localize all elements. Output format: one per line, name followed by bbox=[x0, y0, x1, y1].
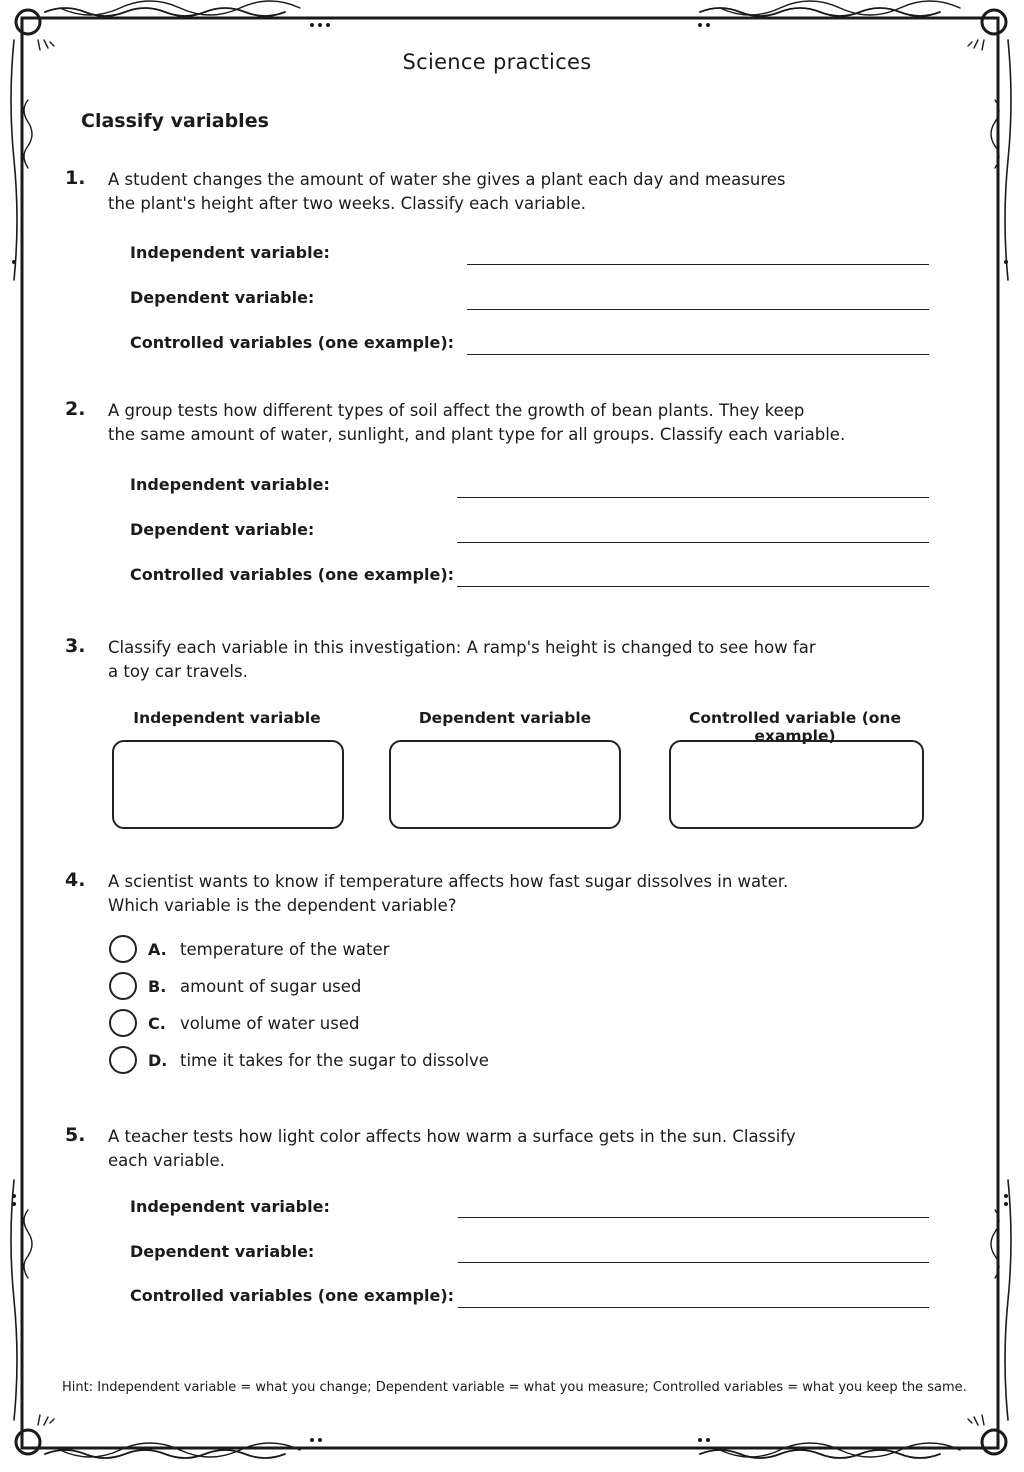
q4-option-d-letter: D. bbox=[148, 1051, 168, 1070]
question-1-number: 1. bbox=[65, 167, 86, 189]
q4-option-c-letter: C. bbox=[148, 1014, 166, 1033]
q2-independent-label: Independent variable: bbox=[130, 475, 330, 494]
q4-option-a-radio[interactable] bbox=[109, 935, 137, 963]
q3-independent-answer-box[interactable] bbox=[112, 740, 344, 829]
q4-option-b-letter: B. bbox=[148, 977, 167, 996]
question-5-number: 5. bbox=[65, 1124, 86, 1146]
question-4-text-line1: A scientist wants to know if temperature affects how fast sugar dissolves in water. bbox=[108, 872, 789, 891]
q2-dependent-label: Dependent variable: bbox=[130, 520, 315, 539]
question-5-text-line1: A teacher tests how light color affects how warm a surface gets in the sun. Classify bbox=[108, 1127, 796, 1146]
q4-option-a-text: temperature of the water bbox=[180, 940, 390, 959]
section-title: Classify variables bbox=[81, 110, 269, 132]
question-3-number: 3. bbox=[65, 635, 86, 657]
question-1-text-line1: A student changes the amount of water she gives a plant each day and measures bbox=[108, 170, 786, 189]
question-2-text-line2: the same amount of water, sunlight, and plant type for all groups. Classify each variable. bbox=[108, 425, 846, 444]
question-2-number: 2. bbox=[65, 398, 86, 420]
q5-independent-answer-line[interactable] bbox=[458, 1217, 929, 1218]
page-title: Science practices bbox=[402, 50, 592, 74]
q4-option-d-radio[interactable] bbox=[109, 1046, 137, 1074]
question-5-text-line2: each variable. bbox=[108, 1151, 225, 1170]
q5-controlled-label: Controlled variables (one example): bbox=[130, 1286, 455, 1305]
q2-dependent-answer-line[interactable] bbox=[457, 542, 929, 543]
question-2-text-line1: A group tests how different types of soil affect the growth of bean plants. They keep bbox=[108, 401, 805, 420]
q5-independent-label: Independent variable: bbox=[130, 1197, 330, 1216]
q5-dependent-label: Dependent variable: bbox=[130, 1242, 315, 1261]
q4-option-c-radio[interactable] bbox=[109, 1009, 137, 1037]
q1-independent-label: Independent variable: bbox=[130, 243, 330, 262]
q4-option-b-radio[interactable] bbox=[109, 972, 137, 1000]
q2-controlled-answer-line[interactable] bbox=[457, 586, 929, 587]
q1-dependent-answer-line[interactable] bbox=[467, 309, 929, 310]
question-4-number: 4. bbox=[65, 869, 86, 891]
q5-dependent-answer-line[interactable] bbox=[458, 1262, 929, 1263]
q3-column-controlled: Controlled variable (one example) bbox=[689, 709, 901, 745]
question-3-text-line1: Classify each variable in this investigation: A ramp's height is changed to see how far bbox=[108, 638, 816, 657]
hint-text: Hint: Independent variable = what you change; Dependent variable = what you measure; Controlled variables = what you keep the same. bbox=[62, 1380, 967, 1395]
q4-option-c-text: volume of water used bbox=[180, 1014, 360, 1033]
question-1-text-line2: the plant's height after two weeks. Classify each variable. bbox=[108, 194, 587, 213]
q5-controlled-answer-line[interactable] bbox=[458, 1307, 929, 1308]
q4-option-a-letter: A. bbox=[148, 940, 167, 959]
question-4-text-line2: Which variable is the dependent variable? bbox=[108, 896, 457, 915]
question-3-text-line2: a toy car travels. bbox=[108, 662, 248, 681]
q1-controlled-answer-line[interactable] bbox=[467, 354, 929, 355]
q3-column-dependent: Dependent variable bbox=[418, 709, 592, 727]
q2-controlled-label: Controlled variables (one example): bbox=[130, 565, 455, 584]
q3-controlled-answer-box[interactable] bbox=[669, 740, 924, 829]
q1-dependent-label: Dependent variable: bbox=[130, 288, 315, 307]
q2-independent-answer-line[interactable] bbox=[457, 497, 929, 498]
q3-column-independent: Independent variable bbox=[133, 709, 321, 727]
q1-independent-answer-line[interactable] bbox=[467, 264, 929, 265]
q4-option-b-text: amount of sugar used bbox=[180, 977, 362, 996]
q1-controlled-label: Controlled variables (one example): bbox=[130, 333, 455, 352]
q3-dependent-answer-box[interactable] bbox=[389, 740, 621, 829]
q4-option-d-text: time it takes for the sugar to dissolve bbox=[180, 1051, 489, 1070]
